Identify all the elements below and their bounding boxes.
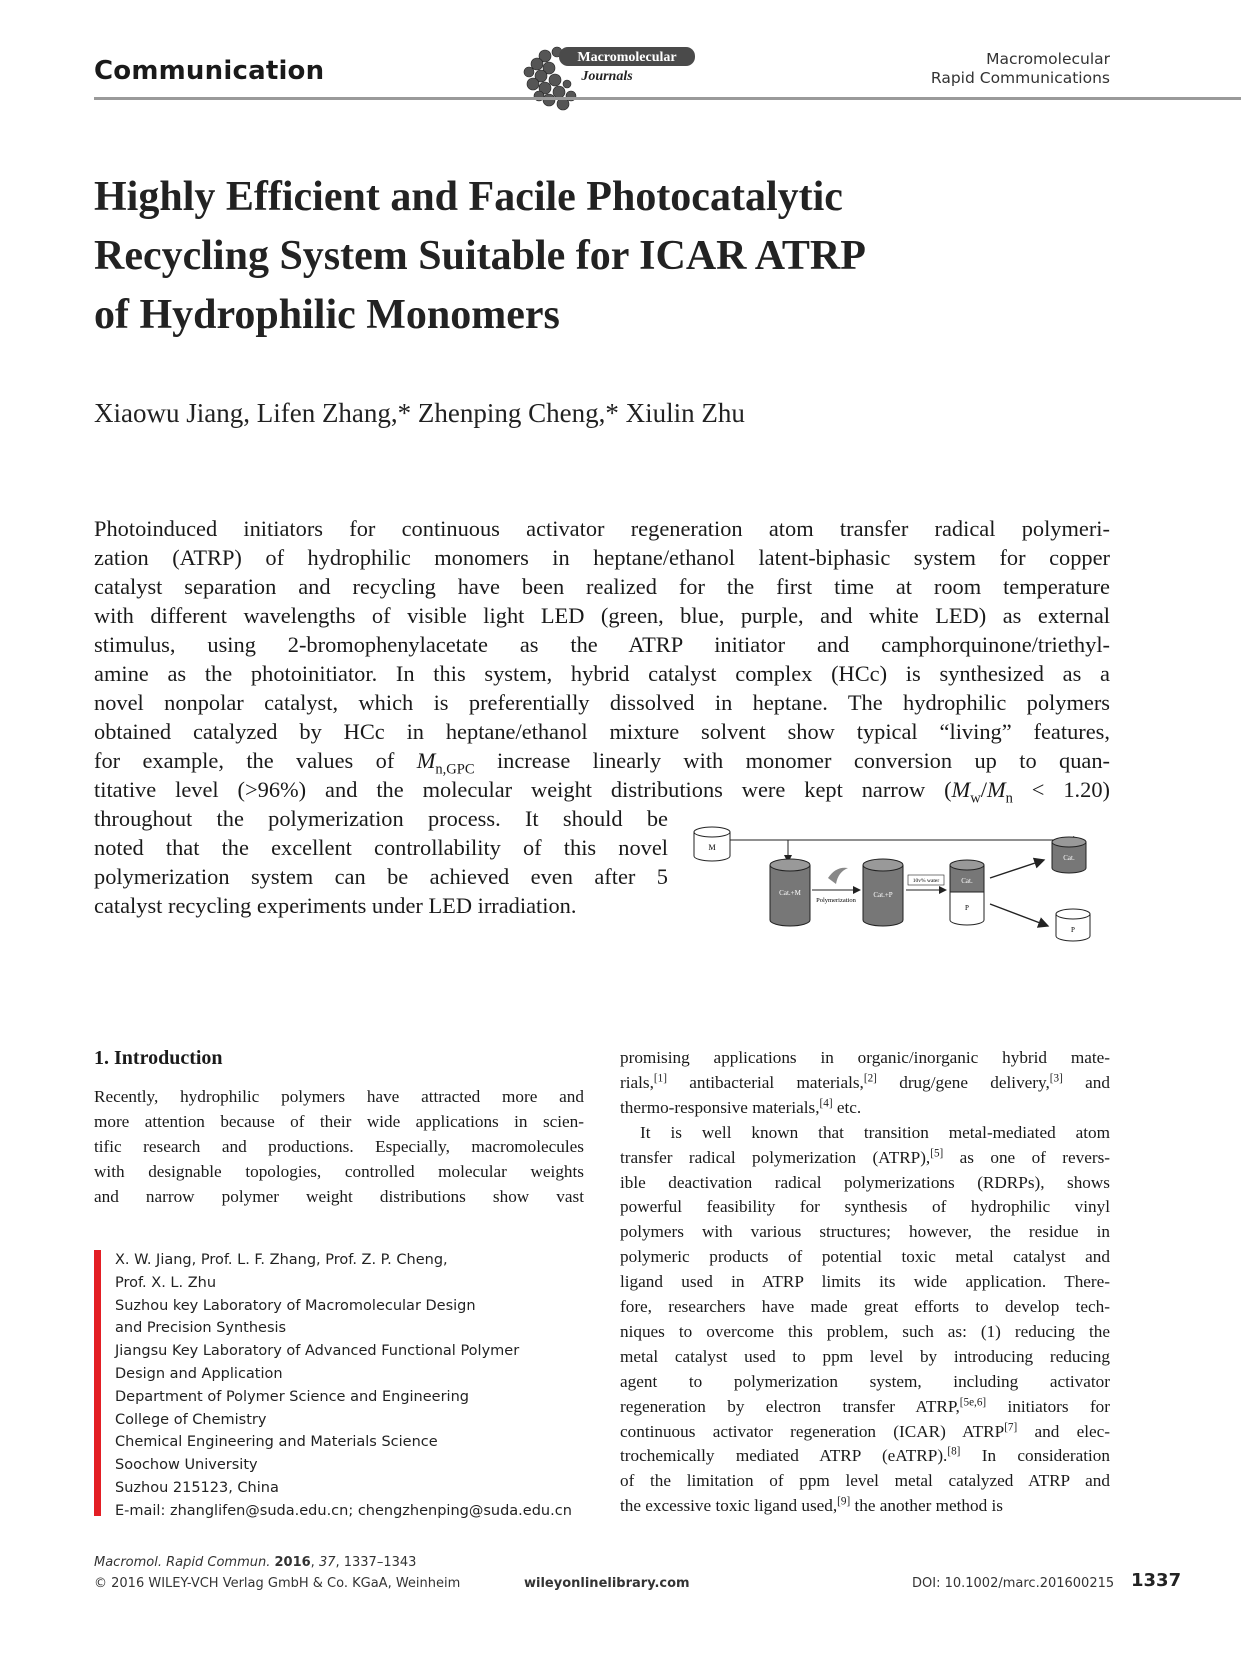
abstract-text: < 1.20): [1012, 777, 1111, 802]
biphasic-cylinder: [950, 860, 984, 925]
abstract-line: amine as the photoinitiator. In this system, hybrid catalyst complex (HCc) is synthesized as a: [94, 661, 1110, 686]
affiliation-bar: [94, 1250, 101, 1516]
abstract-line: zation (ATRP) of hydrophilic monomers in heptane/ethanol latent-biphasic system for copper: [94, 545, 1110, 570]
citation-pages: , 1337–1343: [335, 1555, 417, 1570]
abstract-text: increase linearly with monomer conversion up to quan-: [474, 748, 1111, 773]
section-label: Communication: [94, 56, 325, 86]
catalyst-separation-arrow: [990, 860, 1044, 878]
intro-line: promising applications in organic/inorganic hybrid mate-: [620, 1048, 1110, 1067]
abstract-line: polymerization system can be achieved even after 5: [94, 864, 668, 889]
intro-line: and narrow polymer weight distributions show vast: [94, 1186, 584, 1206]
intro-line: It is well known that transition metal-mediated atom: [640, 1122, 1110, 1142]
intro-line: rials,[1] antibacterial materials,[2] drug/gene delivery,[3] and: [620, 1072, 1110, 1092]
intro-line: metal catalyst used to ppm level by introducing reducing: [620, 1346, 1110, 1366]
citation-year: 2016: [274, 1555, 311, 1570]
intro-line: fore, researchers have made great efforts to develop tech-: [620, 1297, 1110, 1316]
citation-journal: Macromol. Rapid Commun.: [94, 1555, 271, 1570]
abstract-line: stimulus, using 2-bromophenylacetate as the ATRP initiator and camphorquinone/triethyl-: [94, 632, 1110, 657]
toc-graphic: [688, 820, 1118, 950]
header-rule: [94, 97, 1241, 100]
recovered-catalyst-cylinder: [1052, 837, 1086, 873]
intro-line: regeneration by electron transfer ATRP,[5e,6] initiators for: [620, 1395, 1110, 1416]
intro-line: polymers with various structures; however, the residue in: [620, 1222, 1110, 1242]
reactor-cylinder-cat-p: [863, 859, 903, 926]
intro-line: transfer radical polymerization (ATRP),[5] as one of revers-: [620, 1146, 1110, 1167]
abstract-line: obtained catalyzed by HCc in heptane/ethanol mixture solvent show typical “living” features,: [94, 719, 1110, 744]
svg-text:Cat.: Cat.: [1063, 854, 1075, 862]
slash: /: [980, 777, 987, 802]
intro-line: Recently, hydrophilic polymers have attracted more and: [94, 1087, 584, 1106]
subscript-ngpc: n,GPC: [435, 761, 475, 778]
affiliation-line: Design and Application: [115, 1366, 283, 1382]
symbol-m: M: [951, 777, 971, 802]
svg-text:P: P: [1071, 926, 1075, 934]
journal-name-line2: Rapid Communications: [930, 69, 1110, 87]
intro-line: thermo-responsive materials,[4] etc.: [620, 1097, 862, 1117]
polymer-product-cylinder: [1056, 909, 1090, 941]
title-line: Highly Efficient and Facile Photocatalytic: [94, 174, 843, 220]
intro-line: the excessive toxic ligand used,[9] the another method is: [620, 1495, 1003, 1516]
affiliation-line: Department of Polymer Science and Engineering: [115, 1388, 469, 1405]
light-icon: [828, 868, 848, 884]
abstract-line: catalyst separation and recycling have been realized for the first time at room temperature: [94, 574, 1110, 599]
journal-name-line1: Macromolecular: [986, 50, 1110, 68]
abstract-line: novel nonpolar catalyst, which is preferentially dissolved in heptane. The hydrophilic polymers: [94, 690, 1110, 715]
symbol-m: M: [416, 748, 436, 773]
journal-logo: [519, 44, 699, 114]
affiliation-line: Prof. X. L. Zhu: [115, 1274, 217, 1291]
intro-line: more attention because of their wide applications in scien-: [94, 1111, 584, 1131]
section-heading: 1. Introduction: [94, 1047, 223, 1069]
symbol-m: M: [986, 777, 1006, 802]
paper-title: [94, 168, 1054, 345]
abstract-text: titative level (>96%) and the molecular weight distributions were kept narrow (: [94, 777, 952, 802]
monomer-cylinder: [694, 827, 730, 861]
abstract-line: Photoinduced initiators for continuous activator regeneration atom transfer radical polymeri-: [94, 516, 1110, 541]
abstract-line: noted that the excellent controllability of this novel: [94, 835, 668, 860]
subscript-n: n: [1005, 790, 1013, 807]
intro-line: continuous activator regeneration (ICAR) ATRP[7] and elec-: [620, 1420, 1110, 1441]
footer-doi[interactable]: DOI: 10.1002/marc.201600215: [912, 1576, 1115, 1591]
affiliation-line: Suzhou key Laboratory of Macromolecular Design: [115, 1297, 476, 1314]
title-line: Recycling System Suitable for ICAR ATRP: [94, 233, 866, 279]
subscript-w: w: [970, 790, 981, 807]
abstract-line: with different wavelengths of visible light LED (green, blue, purple, and white LED) as external: [94, 603, 1110, 628]
logo-text-macromolecular: Macromolecular: [577, 50, 677, 65]
intro-line: of the limitation of ppm level metal catalyzed ATRP and: [620, 1471, 1110, 1491]
reactor-cylinder-cat-m: [770, 859, 810, 926]
affiliation-line: Chemical Engineering and Materials Science: [115, 1434, 438, 1451]
contact-email[interactable]: E-mail: zhanglifen@suda.edu.cn; chengzhenping@suda.edu.cn: [115, 1502, 572, 1519]
intro-line: trochemically mediated ATRP (eATRP).[8] In consideration: [620, 1445, 1110, 1466]
intro-line: ible deactivation radical polymerizations (RDRPs), shows: [620, 1172, 1110, 1192]
citation-volume: 37: [318, 1555, 336, 1570]
footer-website-link[interactable]: wileyonlinelibrary.com: [524, 1576, 690, 1591]
svg-text:P: P: [965, 904, 969, 912]
title-line: of Hydrophilic Monomers: [94, 292, 560, 338]
intro-line: with designable topologies, controlled molecular weights: [94, 1161, 584, 1181]
water-label: 10v% water: [912, 878, 940, 884]
abstract-line: throughout the polymerization process. It should be: [94, 806, 668, 831]
svg-text:Cat.+M: Cat.+M: [779, 889, 801, 897]
intro-line: tific research and productions. Especially, macromolecules: [94, 1136, 584, 1156]
affiliation-line: X. W. Jiang, Prof. L. F. Zhang, Prof. Z. P. Cheng,: [115, 1252, 448, 1268]
affiliation-line: Suzhou 215123, China: [115, 1480, 279, 1496]
intro-line: polymeric products of potential toxic metal catalyst and: [620, 1247, 1110, 1267]
journal-name: [931, 50, 1110, 88]
footer-citation: Macromol. Rapid Commun. 2016, 37, 1337–1343: [94, 1555, 417, 1570]
intro-line: agent to polymerization system, including activator: [620, 1371, 1110, 1391]
svg-text:Cat.: Cat.: [961, 877, 973, 885]
polymerization-label: Polymerization: [816, 897, 856, 904]
svg-text:Cat.+P: Cat.+P: [873, 891, 893, 899]
author-list: Xiaowu Jiang, Lifen Zhang,* Zhenping Cheng,* Xiulin Zhu: [94, 398, 745, 428]
affiliation-line: College of Chemistry: [115, 1411, 267, 1428]
abstract-line: catalyst recycling experiments under LED irradiation.: [94, 893, 577, 918]
intro-line: powerful feasibility for synthesis of hydrophilic vinyl: [620, 1197, 1110, 1217]
intro-line: ligand used in ATRP limits its wide application. There-: [620, 1272, 1110, 1292]
abstract-text: for example, the values of: [94, 748, 417, 773]
svg-text:M: M: [708, 843, 716, 852]
affiliation-line: Soochow University: [115, 1457, 258, 1474]
logo-text-journals: Journals: [581, 69, 633, 84]
page-number: 1337: [1131, 1570, 1182, 1591]
intro-line: niques to overcome this problem, such as: (1) reducing the: [620, 1321, 1110, 1341]
affiliation-line: and Precision Synthesis: [115, 1320, 287, 1337]
polymer-separation-arrow: [990, 904, 1048, 926]
footer-copyright: © 2016 WILEY-VCH Verlag GmbH & Co. KGaA, Weinheim: [94, 1576, 461, 1591]
affiliation-line: Jiangsu Key Laboratory of Advanced Functional Polymer: [115, 1343, 520, 1360]
